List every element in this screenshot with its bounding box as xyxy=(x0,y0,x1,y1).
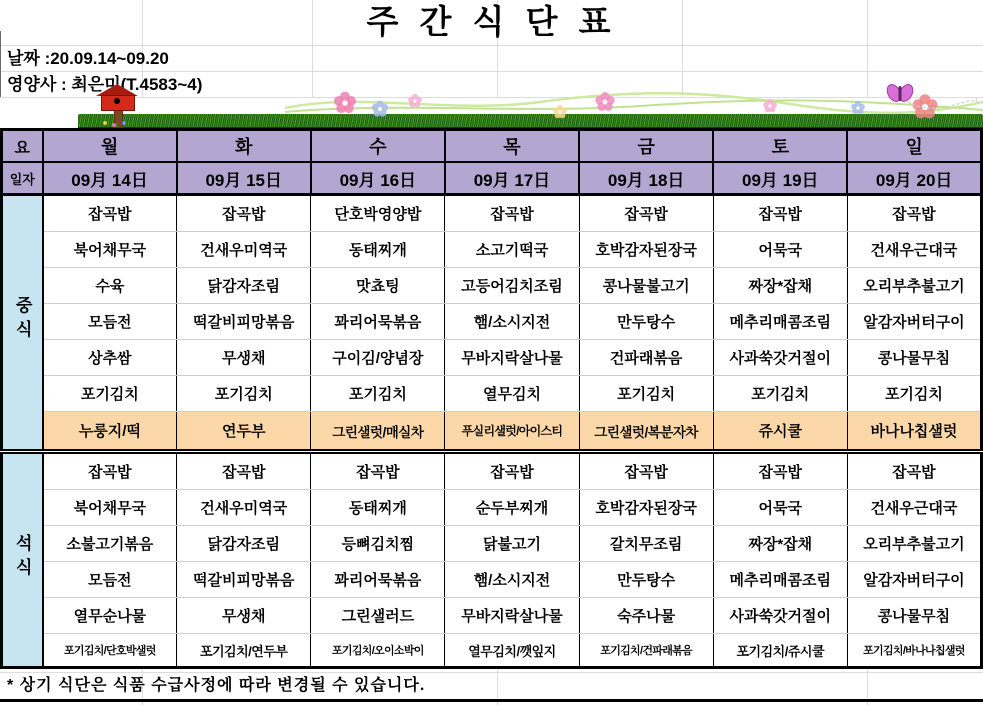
menu-cell[interactable]: 포기김치 xyxy=(177,376,311,412)
day-header-3[interactable]: 목 xyxy=(445,130,579,163)
menu-cell[interactable]: 오리부추불고기 xyxy=(847,268,981,304)
menu-cell[interactable]: 호박감자된장국 xyxy=(579,490,713,526)
menu-cell[interactable]: 잡곡밥 xyxy=(445,452,579,490)
corner-day-cell[interactable]: 요 xyxy=(2,130,43,163)
dinner-label[interactable] xyxy=(2,452,43,668)
menu-cell[interactable]: 누룽지/떡 xyxy=(43,412,177,452)
menu-cell[interactable]: 잡곡밥 xyxy=(713,452,847,490)
day-header-4[interactable]: 금 xyxy=(579,130,713,163)
menu-cell[interactable]: 포기김치/연두부 xyxy=(177,634,311,668)
menu-cell[interactable]: 열무순나물 xyxy=(43,598,177,634)
menu-cell[interactable]: 동태찌개 xyxy=(311,232,445,268)
menu-cell[interactable]: 건새우미역국 xyxy=(177,232,311,268)
menu-cell[interactable]: 북어채무국 xyxy=(43,490,177,526)
menu-cell[interactable]: 호박감자된장국 xyxy=(579,232,713,268)
date-cell-2[interactable]: 09月 16日 xyxy=(311,162,445,195)
menu-cell[interactable]: 잡곡밥 xyxy=(43,195,177,232)
menu-cell[interactable]: 바나나칩샐럿 xyxy=(847,412,981,452)
menu-cell[interactable]: 오리부추불고기 xyxy=(847,526,981,562)
menu-cell[interactable]: 그린샐럿/복분자차 xyxy=(579,412,713,452)
menu-cell[interactable]: 떡갈비피망볶음 xyxy=(177,304,311,340)
nutritionist-text: 영양사 : 최은미(T.4583~4) xyxy=(7,75,203,94)
menu-cell[interactable]: 닭감자조림 xyxy=(177,526,311,562)
menu-cell[interactable]: 콩나물무침 xyxy=(847,598,981,634)
lunch-label[interactable] xyxy=(2,195,43,452)
menu-cell[interactable]: 햄/소시지전 xyxy=(445,304,579,340)
footer-note: * 상기 식단은 식품 수급사정에 따라 변경될 수 있습니다. xyxy=(0,672,983,702)
menu-cell[interactable]: 메추리매콤조림 xyxy=(713,562,847,598)
menu-cell[interactable]: 포기김치/쥬시쿨 xyxy=(713,634,847,668)
dinner-label-text: 석식 xyxy=(12,533,32,582)
menu-cell[interactable]: 알감자버터구이 xyxy=(847,304,981,340)
menu-cell[interactable]: 고등어김치조림 xyxy=(445,268,579,304)
menu-cell[interactable]: 단호박영양밥 xyxy=(311,195,445,232)
date-cell-1[interactable]: 09月 15日 xyxy=(177,162,311,195)
flower-vine-icon xyxy=(0,80,983,130)
menu-cell[interactable]: 잡곡밥 xyxy=(579,195,713,232)
menu-cell[interactable]: 만두탕수 xyxy=(579,304,713,340)
menu-cell[interactable]: 순두부찌개 xyxy=(445,490,579,526)
date-cell-5[interactable]: 09月 19日 xyxy=(713,162,847,195)
birdhouse-icon xyxy=(114,98,120,104)
menu-cell[interactable]: 포기김치 xyxy=(713,376,847,412)
date-cell-4[interactable]: 09月 18日 xyxy=(579,162,713,195)
date-cell-3[interactable]: 09月 17日 xyxy=(445,162,579,195)
menu-cell[interactable]: 소불고기볶음 xyxy=(43,526,177,562)
menu-table xyxy=(0,128,983,669)
menu-cell[interactable]: 메추리매콤조림 xyxy=(713,304,847,340)
menu-cell[interactable]: 떡갈비피망볶음 xyxy=(177,562,311,598)
menu-cell[interactable]: 열무김치 xyxy=(445,376,579,412)
page-title: 주 간 식 단 표 xyxy=(366,3,617,40)
birdhouse-base-flowers-icon xyxy=(100,118,130,127)
menu-cell[interactable]: 맛쵸팅 xyxy=(311,268,445,304)
menu-cell[interactable]: 잡곡밥 xyxy=(311,452,445,490)
menu-cell[interactable]: 무생채 xyxy=(177,598,311,634)
menu-cell[interactable]: 닭감자조림 xyxy=(177,268,311,304)
menu-cell[interactable]: 연두부 xyxy=(177,412,311,452)
menu-cell[interactable]: 콩나물무침 xyxy=(847,340,981,376)
menu-cell[interactable]: 그린샐럿/매실차 xyxy=(311,412,445,452)
date-text: 날짜 :20.09.14~09.20 xyxy=(7,49,169,68)
menu-cell[interactable]: 건파래볶음 xyxy=(579,340,713,376)
menu-cell[interactable]: 무바지락살나물 xyxy=(445,598,579,634)
menu-cell[interactable]: 꽈리어묵볶음 xyxy=(311,304,445,340)
menu-cell[interactable]: 무바지락살나물 xyxy=(445,340,579,376)
menu-cell[interactable]: 닭불고기 xyxy=(445,526,579,562)
menu-cell[interactable]: 잡곡밥 xyxy=(177,195,311,232)
menu-cell[interactable]: 잡곡밥 xyxy=(847,452,981,490)
menu-cell[interactable]: 어묵국 xyxy=(713,232,847,268)
menu-cell[interactable]: 포기김치/단호박샐럿 xyxy=(43,634,177,668)
menu-cell[interactable]: 갈치무조림 xyxy=(579,526,713,562)
menu-cell[interactable]: 상추쌈 xyxy=(43,340,177,376)
date-cell-0[interactable]: 09月 14日 xyxy=(43,162,177,195)
menu-cell[interactable]: 사과쑥갓거절이 xyxy=(713,340,847,376)
menu-cell[interactable]: 등뼈김치찜 xyxy=(311,526,445,562)
menu-cell[interactable]: 포기김치/바나나칩샐럿 xyxy=(847,634,981,668)
menu-cell[interactable]: 모듬전 xyxy=(43,304,177,340)
corner-date-cell[interactable]: 일자 xyxy=(2,162,43,195)
day-header-6[interactable]: 일 xyxy=(847,130,981,163)
menu-cell[interactable]: 구이김/양념장 xyxy=(311,340,445,376)
day-header-0[interactable]: 월 xyxy=(43,130,177,163)
menu-cell[interactable]: 건새우근대국 xyxy=(847,232,981,268)
menu-cell[interactable]: 모듬전 xyxy=(43,562,177,598)
menu-cell[interactable]: 콩나물불고기 xyxy=(579,268,713,304)
menu-cell[interactable]: 건새우미역국 xyxy=(177,490,311,526)
menu-cell[interactable]: 잡곡밥 xyxy=(177,452,311,490)
menu-cell[interactable]: 열무김치/깻잎지 xyxy=(445,634,579,668)
menu-cell[interactable]: 포기김치 xyxy=(311,376,445,412)
day-header-1[interactable]: 화 xyxy=(177,130,311,163)
day-header-2[interactable]: 수 xyxy=(311,130,445,163)
menu-cell[interactable]: 무생채 xyxy=(177,340,311,376)
menu-cell[interactable]: 포기김치 xyxy=(847,376,981,412)
lunch-label-text: 중식 xyxy=(12,296,32,344)
menu-cell[interactable]: 포기김치/오이소박이 xyxy=(311,634,445,668)
menu-cell[interactable]: 푸실리샐럿/아이스티 xyxy=(445,412,579,452)
menu-cell[interactable]: 포기김치 xyxy=(43,376,177,412)
menu-cell[interactable]: 수육 xyxy=(43,268,177,304)
menu-cell[interactable]: 꽈리어묵볶음 xyxy=(311,562,445,598)
menu-cell[interactable]: 소고기떡국 xyxy=(445,232,579,268)
menu-cell[interactable]: 그린샐러드 xyxy=(311,598,445,634)
menu-cell[interactable]: 햄/소시지전 xyxy=(445,562,579,598)
menu-cell[interactable]: 포기김치/건파래볶음 xyxy=(579,634,713,668)
menu-cell[interactable]: 건새우근대국 xyxy=(847,490,981,526)
menu-cell[interactable]: 잡곡밥 xyxy=(445,195,579,232)
menu-cell[interactable]: 숙주나물 xyxy=(579,598,713,634)
menu-cell[interactable]: 포기김치 xyxy=(579,376,713,412)
menu-cell[interactable]: 잡곡밥 xyxy=(579,452,713,490)
menu-cell[interactable]: 잡곡밥 xyxy=(847,195,981,232)
menu-cell[interactable]: 짜장*잡채 xyxy=(713,526,847,562)
menu-cell[interactable]: 쥬시쿨 xyxy=(713,412,847,452)
day-header-5[interactable]: 토 xyxy=(713,130,847,163)
date-cell-6[interactable]: 09月 20日 xyxy=(847,162,981,195)
menu-cell[interactable]: 잡곡밥 xyxy=(43,452,177,490)
menu-cell[interactable]: 잡곡밥 xyxy=(713,195,847,232)
menu-cell[interactable]: 어묵국 xyxy=(713,490,847,526)
menu-cell[interactable]: 북어채무국 xyxy=(43,232,177,268)
menu-cell[interactable]: 사과쑥갓거절이 xyxy=(713,598,847,634)
menu-cell[interactable]: 만두탕수 xyxy=(579,562,713,598)
menu-cell[interactable]: 알감자버터구이 xyxy=(847,562,981,598)
menu-cell[interactable]: 짜장*잡채 xyxy=(713,268,847,304)
menu-cell[interactable]: 동태찌개 xyxy=(311,490,445,526)
